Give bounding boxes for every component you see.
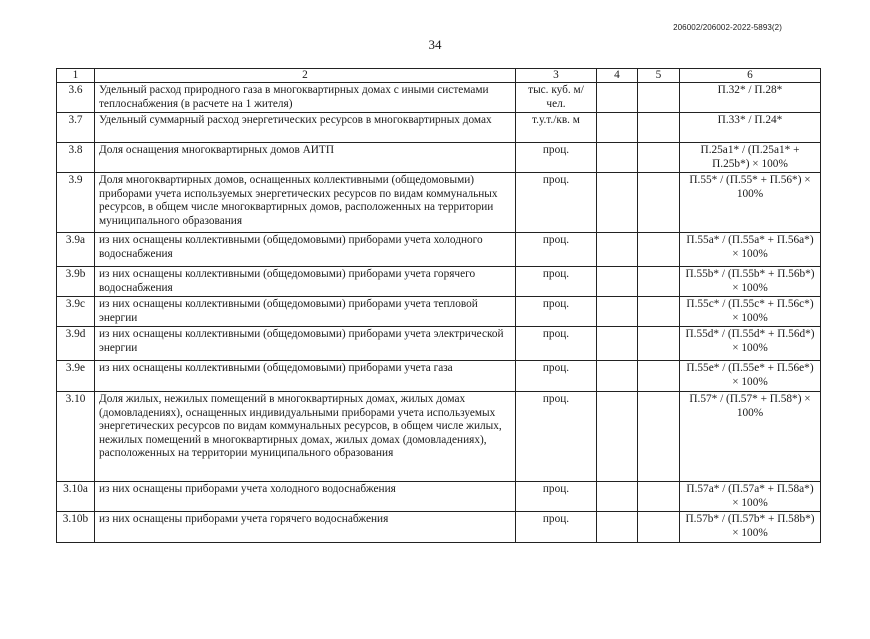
indicator-description: из них оснащены приборами учета холодного водоснабжения — [95, 482, 516, 512]
indicator-description: из них оснащены коллективными (общедомовыми) приборами учета электрической энергии — [95, 327, 516, 361]
row-number: 3.9 — [57, 173, 95, 233]
table-row — [57, 297, 821, 327]
table-row — [57, 327, 821, 361]
indicator-description: Удельный расход природного газа в многоквартирных домах с иными системами теплоснабжения (в расчете на 1 жителя) — [95, 83, 516, 113]
unit-of-measure: проц. — [516, 267, 597, 297]
value-cell-col4 — [597, 361, 638, 392]
table-row — [57, 361, 821, 392]
value-cell-col5 — [638, 83, 680, 113]
value-cell-col4 — [597, 233, 638, 267]
unit-of-measure: проц. — [516, 297, 597, 327]
indicator-description: из них оснащены коллективными (общедомовыми) приборами учета газа — [95, 361, 516, 392]
unit-of-measure: тыс. куб. м/ чел. — [516, 83, 597, 113]
column-header: 3 — [516, 69, 597, 83]
value-cell-col5 — [638, 512, 680, 543]
calculation-formula: П.55e* / (П.55e* + П.56e*) × 100% — [680, 361, 821, 392]
column-header: 6 — [680, 69, 821, 83]
calculation-formula: П.25а1* / (П.25а1* + П.25b*) × 100% — [680, 143, 821, 173]
value-cell-col4 — [597, 267, 638, 297]
calculation-formula: П.57b* / (П.57b* + П.58b*) × 100% — [680, 512, 821, 543]
calculation-formula: П.55a* / (П.55a* + П.56a*) × 100% — [680, 233, 821, 267]
calculation-formula: П.57a* / (П.57a* + П.58a*) × 100% — [680, 482, 821, 512]
calculation-formula: П.55b* / (П.55b* + П.56b*) × 100% — [680, 267, 821, 297]
column-header: 1 — [57, 69, 95, 83]
value-cell-col4 — [597, 173, 638, 233]
value-cell-col4 — [597, 297, 638, 327]
unit-of-measure: проц. — [516, 361, 597, 392]
indicators-table — [56, 68, 821, 543]
calculation-formula: П.55* / (П.55* + П.56*) × 100% — [680, 173, 821, 233]
value-cell-col4 — [597, 83, 638, 113]
table-row — [57, 83, 821, 113]
unit-of-measure: проц. — [516, 327, 597, 361]
column-header: 5 — [638, 69, 680, 83]
calculation-formula: П.33* / П.24* — [680, 113, 821, 143]
indicator-description: из них оснащены коллективными (общедомовыми) приборами учета тепловой энергии — [95, 297, 516, 327]
indicator-description: из них оснащены коллективными (общедомовыми) приборами учета холодного водоснабжения — [95, 233, 516, 267]
indicator-description: Доля многоквартирных домов, оснащенных коллективными (общедомовыми) приборами учета используемых энергетических ресурсов по видам коммунальных ресурсов, в общем числе многоквартирных домов, расположенных на территории муниципального образования — [95, 173, 516, 233]
value-cell-col4 — [597, 327, 638, 361]
table-row — [57, 392, 821, 482]
table-header — [57, 69, 821, 83]
value-cell-col4 — [597, 113, 638, 143]
calculation-formula: П.55c* / (П.55c* + П.56c*) × 100% — [680, 297, 821, 327]
unit-of-measure: проц. — [516, 233, 597, 267]
unit-of-measure: проц. — [516, 173, 597, 233]
row-number: 3.9c — [57, 297, 95, 327]
indicator-description: Доля оснащения многоквартирных домов АИТП — [95, 143, 516, 173]
value-cell-col5 — [638, 392, 680, 482]
value-cell-col5 — [638, 143, 680, 173]
calculation-formula: П.57* / (П.57* + П.58*) × 100% — [680, 392, 821, 482]
table-body — [57, 83, 821, 543]
row-number: 3.7 — [57, 113, 95, 143]
row-number: 3.9e — [57, 361, 95, 392]
row-number: 3.10 — [57, 392, 95, 482]
table-row — [57, 482, 821, 512]
unit-of-measure: проц. — [516, 512, 597, 543]
value-cell-col5 — [638, 233, 680, 267]
unit-of-measure: проц. — [516, 482, 597, 512]
value-cell-col4 — [597, 512, 638, 543]
unit-of-measure: т.у.т./кв. м — [516, 113, 597, 143]
indicator-description: из них оснащены коллективными (общедомовыми) приборами учета горячего водоснабжения — [95, 267, 516, 297]
value-cell-col5 — [638, 173, 680, 233]
value-cell-col4 — [597, 392, 638, 482]
row-number: 3.10a — [57, 482, 95, 512]
indicator-description: Удельный суммарный расход энергетических ресурсов в многоквартирных домах — [95, 113, 516, 143]
page-number: 34 — [428, 37, 442, 52]
table-row — [57, 267, 821, 297]
table-row — [57, 143, 821, 173]
row-number: 3.9a — [57, 233, 95, 267]
value-cell-col5 — [638, 361, 680, 392]
indicator-description: Доля жилых, нежилых помещений в многоквартирных домах, жилых домах (домовладениях), оснащенных индивидуальными приборами учета используемых энергетических ресурсов по видам коммунальных ресурсов, в общем числе жилых, нежилых помещений в многоквартирных домах, жилых домах (домовладениях), расположенных на территории муниципального образования — [95, 392, 516, 482]
column-number-row — [57, 69, 821, 83]
row-number: 3.10b — [57, 512, 95, 543]
row-number: 3.9d — [57, 327, 95, 361]
document-id: 206002/206002-2022-5893(2) — [673, 23, 782, 32]
unit-of-measure: проц. — [516, 392, 597, 482]
calculation-formula: П.32* / П.28* — [680, 83, 821, 113]
table-row — [57, 113, 821, 143]
row-number: 3.6 — [57, 83, 95, 113]
value-cell-col5 — [638, 267, 680, 297]
row-number: 3.8 — [57, 143, 95, 173]
column-header: 2 — [95, 69, 516, 83]
value-cell-col4 — [597, 482, 638, 512]
value-cell-col5 — [638, 327, 680, 361]
value-cell-col5 — [638, 297, 680, 327]
table-row — [57, 512, 821, 543]
value-cell-col5 — [638, 482, 680, 512]
table-row — [57, 233, 821, 267]
indicator-description: из них оснащены приборами учета горячего водоснабжения — [95, 512, 516, 543]
column-header: 4 — [597, 69, 638, 83]
calculation-formula: П.55d* / (П.55d* + П.56d*) × 100% — [680, 327, 821, 361]
row-number: 3.9b — [57, 267, 95, 297]
value-cell-col4 — [597, 143, 638, 173]
unit-of-measure: проц. — [516, 143, 597, 173]
table-row — [57, 173, 821, 233]
value-cell-col5 — [638, 113, 680, 143]
